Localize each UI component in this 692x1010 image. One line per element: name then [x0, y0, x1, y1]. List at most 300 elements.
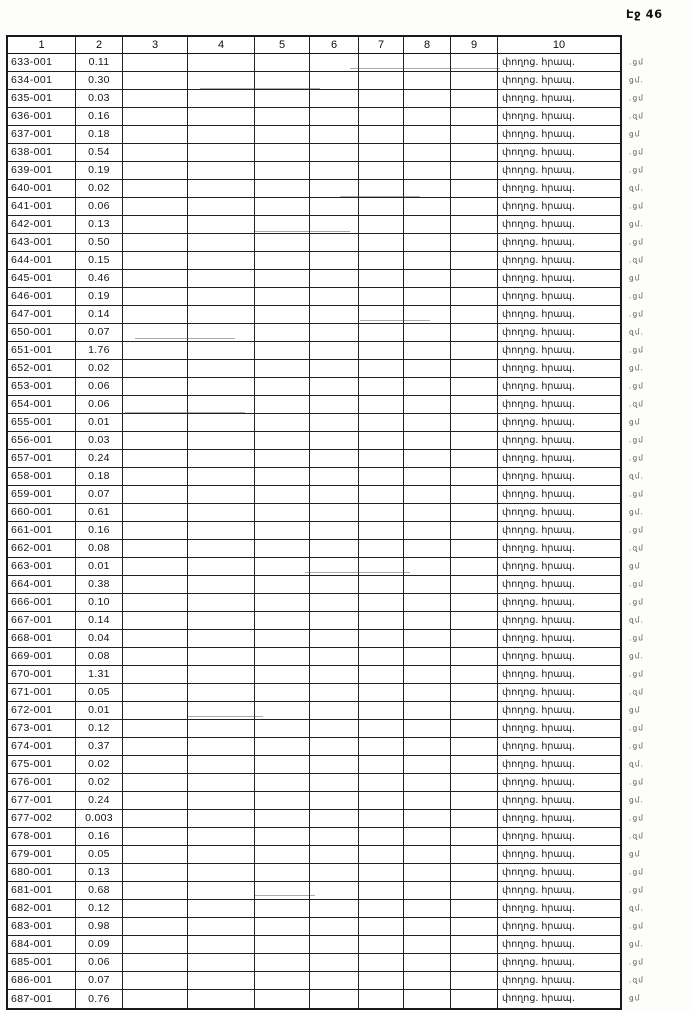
empty-cell — [359, 216, 404, 233]
row-id-cell: 685-001 — [8, 954, 76, 971]
empty-cell — [123, 360, 188, 377]
empty-cell — [310, 684, 359, 701]
margin-mark: ցմ — [628, 704, 641, 715]
table-row — [8, 54, 620, 72]
table-row — [8, 558, 620, 576]
empty-cell — [310, 90, 359, 107]
empty-cell — [188, 630, 255, 647]
empty-cell — [188, 522, 255, 539]
margin-mark: .ցմ — [628, 308, 644, 319]
row-value-cell: 0.16 — [76, 108, 123, 125]
row-value-cell: 0.24 — [76, 450, 123, 467]
row-id-cell: 656-001 — [8, 432, 76, 449]
empty-cell — [188, 450, 255, 467]
empty-cell — [359, 774, 404, 791]
empty-cell — [310, 180, 359, 197]
empty-cell — [404, 72, 451, 89]
row-note-cell: փողոց. հրապ. — [502, 632, 575, 644]
empty-cell — [359, 162, 404, 179]
margin-mark: ցմ. — [628, 74, 644, 85]
empty-cell — [404, 396, 451, 413]
table-row — [8, 90, 620, 108]
empty-cell — [255, 450, 310, 467]
scan-artifact — [305, 572, 410, 573]
empty-cell — [255, 306, 310, 323]
table-row — [8, 702, 620, 720]
margin-mark: ցմ. — [628, 650, 644, 661]
empty-cell — [310, 756, 359, 773]
margin-mark: .ցմ — [628, 452, 644, 463]
empty-cell — [123, 234, 188, 251]
empty-cell — [310, 288, 359, 305]
empty-cell — [188, 54, 255, 71]
scan-artifact — [200, 88, 320, 89]
margin-mark: .ցմ — [628, 956, 644, 967]
row-value-cell: 0.01 — [76, 558, 123, 575]
row-id-cell: 642-001 — [8, 216, 76, 233]
empty-cell — [359, 756, 404, 773]
table-row — [8, 306, 620, 324]
empty-cell — [404, 792, 451, 809]
row-value-cell: 0.61 — [76, 504, 123, 521]
table-row — [8, 504, 620, 522]
empty-cell — [255, 792, 310, 809]
margin-mark: .ցմ — [628, 578, 644, 589]
empty-cell — [404, 270, 451, 287]
empty-cell — [359, 288, 404, 305]
row-id-cell: 687-001 — [8, 990, 76, 1008]
empty-cell — [188, 684, 255, 701]
empty-cell — [451, 666, 498, 683]
row-note-cell: փողոց. հրապ. — [502, 470, 575, 482]
table-row — [8, 414, 620, 432]
empty-cell — [123, 288, 188, 305]
margin-mark: .ցմ — [628, 434, 644, 445]
empty-cell — [451, 990, 498, 1008]
row-value-cell: 0.01 — [76, 702, 123, 719]
table-row — [8, 378, 620, 396]
empty-cell — [123, 504, 188, 521]
empty-cell — [255, 630, 310, 647]
row-id-cell: 637-001 — [8, 126, 76, 143]
row-id-cell: 677-001 — [8, 792, 76, 809]
row-note-cell: փողոց. հրապ. — [502, 128, 575, 140]
margin-mark: .ցմ — [628, 920, 644, 931]
margin-mark: .զմ — [628, 398, 644, 409]
empty-cell — [310, 396, 359, 413]
empty-cell — [255, 648, 310, 665]
scan-artifact — [360, 320, 430, 321]
margin-mark: զմ. — [628, 758, 644, 769]
table-row — [8, 162, 620, 180]
empty-cell — [255, 486, 310, 503]
row-value-cell: 0.06 — [76, 954, 123, 971]
row-value-cell: 0.06 — [76, 396, 123, 413]
row-value-cell: 0.16 — [76, 522, 123, 539]
empty-cell — [451, 162, 498, 179]
empty-cell — [310, 882, 359, 899]
row-id-cell: 683-001 — [8, 918, 76, 935]
empty-cell — [188, 810, 255, 827]
margin-mark: .զմ — [628, 542, 644, 553]
table-row — [8, 288, 620, 306]
empty-cell — [123, 684, 188, 701]
empty-cell — [188, 864, 255, 881]
empty-cell — [404, 180, 451, 197]
row-note-cell: փողոց. հրապ. — [502, 416, 575, 428]
empty-cell — [404, 918, 451, 935]
row-note-cell: փողոց. հրապ. — [502, 650, 575, 662]
empty-cell — [451, 846, 498, 863]
column-header-9: 9 — [451, 37, 498, 53]
empty-cell — [451, 900, 498, 917]
empty-cell — [359, 234, 404, 251]
margin-mark: .ցմ — [628, 164, 644, 175]
empty-cell — [451, 198, 498, 215]
row-note-cell: փողոց. հրապ. — [502, 740, 575, 752]
row-note-cell: փողոց. հրապ. — [502, 344, 575, 356]
empty-cell — [188, 576, 255, 593]
empty-cell — [310, 972, 359, 989]
empty-cell — [359, 360, 404, 377]
empty-cell — [255, 162, 310, 179]
row-id-cell: 676-001 — [8, 774, 76, 791]
empty-cell — [188, 486, 255, 503]
empty-cell — [451, 504, 498, 521]
empty-cell — [255, 738, 310, 755]
row-id-cell: 660-001 — [8, 504, 76, 521]
row-value-cell: 0.08 — [76, 540, 123, 557]
scan-artifact — [255, 231, 350, 232]
empty-cell — [310, 846, 359, 863]
row-note-cell: փողոց. հրապ. — [502, 200, 575, 212]
empty-cell — [404, 774, 451, 791]
row-id-cell: 650-001 — [8, 324, 76, 341]
row-note-cell: փողոց. հրապ. — [502, 956, 575, 968]
empty-cell — [359, 522, 404, 539]
row-value-cell: 0.54 — [76, 144, 123, 161]
empty-cell — [359, 792, 404, 809]
empty-cell — [404, 864, 451, 881]
empty-cell — [123, 306, 188, 323]
empty-cell — [404, 450, 451, 467]
row-id-cell: 652-001 — [8, 360, 76, 377]
empty-cell — [359, 828, 404, 845]
empty-cell — [404, 756, 451, 773]
row-id-cell: 675-001 — [8, 756, 76, 773]
empty-cell — [310, 774, 359, 791]
row-note-cell: փողոց. հրապ. — [502, 308, 575, 320]
row-value-cell: 1.76 — [76, 342, 123, 359]
empty-cell — [451, 540, 498, 557]
empty-cell — [359, 432, 404, 449]
table-row — [8, 468, 620, 486]
empty-cell — [188, 198, 255, 215]
margin-mark: .ցմ — [628, 632, 644, 643]
empty-cell — [310, 990, 359, 1008]
empty-cell — [404, 216, 451, 233]
empty-cell — [359, 954, 404, 971]
empty-cell — [404, 414, 451, 431]
empty-cell — [359, 936, 404, 953]
margin-mark: .զմ — [628, 686, 644, 697]
empty-cell — [404, 720, 451, 737]
empty-cell — [255, 180, 310, 197]
margin-mark: ցմ — [628, 560, 641, 571]
empty-cell — [359, 144, 404, 161]
empty-cell — [255, 198, 310, 215]
row-note-cell: փողոց. հրապ. — [502, 254, 575, 266]
row-id-cell: 646-001 — [8, 288, 76, 305]
empty-cell — [451, 252, 498, 269]
empty-cell — [188, 432, 255, 449]
margin-mark: .ցմ — [628, 722, 644, 733]
table-row — [8, 918, 620, 936]
empty-cell — [123, 882, 188, 899]
empty-cell — [359, 270, 404, 287]
empty-cell — [123, 558, 188, 575]
scan-artifact — [135, 338, 235, 339]
empty-cell — [451, 720, 498, 737]
empty-cell — [404, 612, 451, 629]
empty-cell — [188, 612, 255, 629]
row-value-cell: 0.18 — [76, 126, 123, 143]
table-row — [8, 972, 620, 990]
empty-cell — [123, 54, 188, 71]
empty-cell — [123, 756, 188, 773]
empty-cell — [255, 936, 310, 953]
empty-cell — [451, 576, 498, 593]
empty-cell — [359, 990, 404, 1008]
margin-mark: .զմ — [628, 254, 644, 265]
empty-cell — [451, 216, 498, 233]
margin-annotations — [629, 52, 689, 1006]
empty-cell — [188, 90, 255, 107]
empty-cell — [188, 558, 255, 575]
empty-cell — [404, 990, 451, 1008]
empty-cell — [123, 936, 188, 953]
empty-cell — [310, 450, 359, 467]
table-row — [8, 198, 620, 216]
empty-cell — [188, 306, 255, 323]
margin-mark: .ցմ — [628, 146, 644, 157]
empty-cell — [123, 792, 188, 809]
table-row — [8, 270, 620, 288]
empty-cell — [451, 342, 498, 359]
row-id-cell: 668-001 — [8, 630, 76, 647]
column-header-10: 10 — [552, 38, 566, 51]
table-row — [8, 324, 620, 342]
empty-cell — [123, 918, 188, 935]
empty-cell — [404, 576, 451, 593]
empty-cell — [404, 522, 451, 539]
empty-cell — [123, 144, 188, 161]
margin-mark: զմ. — [628, 902, 644, 913]
empty-cell — [359, 666, 404, 683]
margin-mark: ցմ — [628, 128, 641, 139]
row-id-cell: 653-001 — [8, 378, 76, 395]
row-id-cell: 651-001 — [8, 342, 76, 359]
margin-mark: .զմ — [628, 974, 644, 985]
row-value-cell: 0.07 — [76, 324, 123, 341]
row-value-cell: 0.11 — [76, 54, 123, 71]
empty-cell — [123, 630, 188, 647]
table-row — [8, 342, 620, 360]
row-value-cell: 0.15 — [76, 252, 123, 269]
row-note-cell: փողոց. հրապ. — [502, 506, 575, 518]
empty-cell — [188, 360, 255, 377]
row-note-cell: փողոց. հրապ. — [502, 326, 575, 338]
margin-mark: ցմ — [628, 992, 641, 1003]
table-row — [8, 882, 620, 900]
empty-cell — [404, 342, 451, 359]
margin-mark: .ցմ — [628, 866, 644, 877]
empty-cell — [359, 918, 404, 935]
empty-cell — [255, 414, 310, 431]
empty-cell — [404, 594, 451, 611]
empty-cell — [404, 900, 451, 917]
empty-cell — [123, 432, 188, 449]
empty-cell — [188, 648, 255, 665]
row-value-cell: 0.38 — [76, 576, 123, 593]
empty-cell — [255, 702, 310, 719]
row-id-cell: 677-002 — [8, 810, 76, 827]
row-value-cell: 0.10 — [76, 594, 123, 611]
row-note-cell: փողոց. հրապ. — [502, 92, 575, 104]
empty-cell — [310, 306, 359, 323]
margin-mark: .ցմ — [628, 56, 644, 67]
empty-cell — [188, 234, 255, 251]
row-note-cell: փողոց. հրապ. — [502, 704, 575, 716]
empty-cell — [310, 252, 359, 269]
empty-cell — [255, 918, 310, 935]
row-note-cell: փողոց. հրապ. — [502, 776, 575, 788]
empty-cell — [310, 828, 359, 845]
empty-cell — [123, 594, 188, 611]
row-note-cell: փողոց. հրապ. — [502, 722, 575, 734]
row-note-cell: փողոց. հրապ. — [502, 362, 575, 374]
empty-cell — [404, 882, 451, 899]
empty-cell — [188, 468, 255, 485]
empty-cell — [123, 972, 188, 989]
margin-mark: զմ. — [628, 182, 644, 193]
row-note-cell: փողոց. հրապ. — [502, 524, 575, 536]
empty-cell — [310, 270, 359, 287]
empty-cell — [310, 432, 359, 449]
empty-cell — [451, 882, 498, 899]
column-header-4: 4 — [188, 37, 255, 53]
empty-cell — [310, 72, 359, 89]
row-value-cell: 0.19 — [76, 162, 123, 179]
empty-cell — [451, 72, 498, 89]
empty-cell — [310, 810, 359, 827]
row-value-cell: 0.14 — [76, 306, 123, 323]
empty-cell — [451, 396, 498, 413]
row-id-cell: 639-001 — [8, 162, 76, 179]
empty-cell — [404, 684, 451, 701]
empty-cell — [188, 666, 255, 683]
empty-cell — [451, 522, 498, 539]
empty-cell — [404, 378, 451, 395]
row-value-cell: 0.46 — [76, 270, 123, 287]
row-note-cell: փողոց. հրապ. — [502, 560, 575, 572]
empty-cell — [255, 288, 310, 305]
table-row — [8, 630, 620, 648]
empty-cell — [255, 270, 310, 287]
empty-cell — [255, 468, 310, 485]
row-note-cell: փողոց. հրապ. — [502, 974, 575, 986]
row-value-cell: 0.07 — [76, 972, 123, 989]
empty-cell — [359, 414, 404, 431]
margin-mark: ցմ — [628, 848, 641, 859]
empty-cell — [123, 864, 188, 881]
empty-cell — [255, 144, 310, 161]
empty-cell — [310, 126, 359, 143]
table-row — [8, 756, 620, 774]
row-id-cell: 674-001 — [8, 738, 76, 755]
empty-cell — [255, 576, 310, 593]
row-note-cell: փողոց. հրապ. — [502, 218, 575, 230]
table-row — [8, 396, 620, 414]
row-value-cell: 0.02 — [76, 756, 123, 773]
empty-cell — [404, 828, 451, 845]
empty-cell — [310, 630, 359, 647]
empty-cell — [451, 144, 498, 161]
empty-cell — [404, 972, 451, 989]
empty-cell — [255, 234, 310, 251]
empty-cell — [188, 216, 255, 233]
empty-cell — [359, 648, 404, 665]
empty-cell — [188, 270, 255, 287]
row-note-cell: փողոց. հրապ. — [502, 110, 575, 122]
empty-cell — [451, 756, 498, 773]
empty-cell — [451, 468, 498, 485]
row-value-cell: 0.30 — [76, 72, 123, 89]
empty-cell — [123, 198, 188, 215]
column-header-8: 8 — [404, 37, 451, 53]
empty-cell — [255, 756, 310, 773]
row-value-cell: 0.50 — [76, 234, 123, 251]
empty-cell — [451, 972, 498, 989]
row-id-cell: 682-001 — [8, 900, 76, 917]
empty-cell — [359, 108, 404, 125]
empty-cell — [255, 378, 310, 395]
scan-artifact — [255, 895, 315, 896]
empty-cell — [451, 594, 498, 611]
row-id-cell: 655-001 — [8, 414, 76, 431]
row-note-cell: փողոց. հրապ. — [502, 830, 575, 842]
empty-cell — [255, 108, 310, 125]
row-note-cell: փողոց. հրապ. — [502, 164, 575, 176]
empty-cell — [359, 342, 404, 359]
empty-cell — [451, 558, 498, 575]
row-note-cell: փողոց. հրապ. — [502, 452, 575, 464]
table-row — [8, 846, 620, 864]
scan-artifact — [188, 716, 263, 717]
empty-cell — [123, 414, 188, 431]
margin-mark: .ցմ — [628, 596, 644, 607]
empty-cell — [255, 774, 310, 791]
empty-cell — [255, 396, 310, 413]
empty-cell — [255, 900, 310, 917]
row-value-cell: 0.37 — [76, 738, 123, 755]
margin-mark: .ցմ — [628, 488, 644, 499]
margin-mark: .ցմ — [628, 344, 644, 355]
table-row — [8, 360, 620, 378]
empty-cell — [123, 738, 188, 755]
empty-cell — [451, 864, 498, 881]
empty-cell — [188, 846, 255, 863]
